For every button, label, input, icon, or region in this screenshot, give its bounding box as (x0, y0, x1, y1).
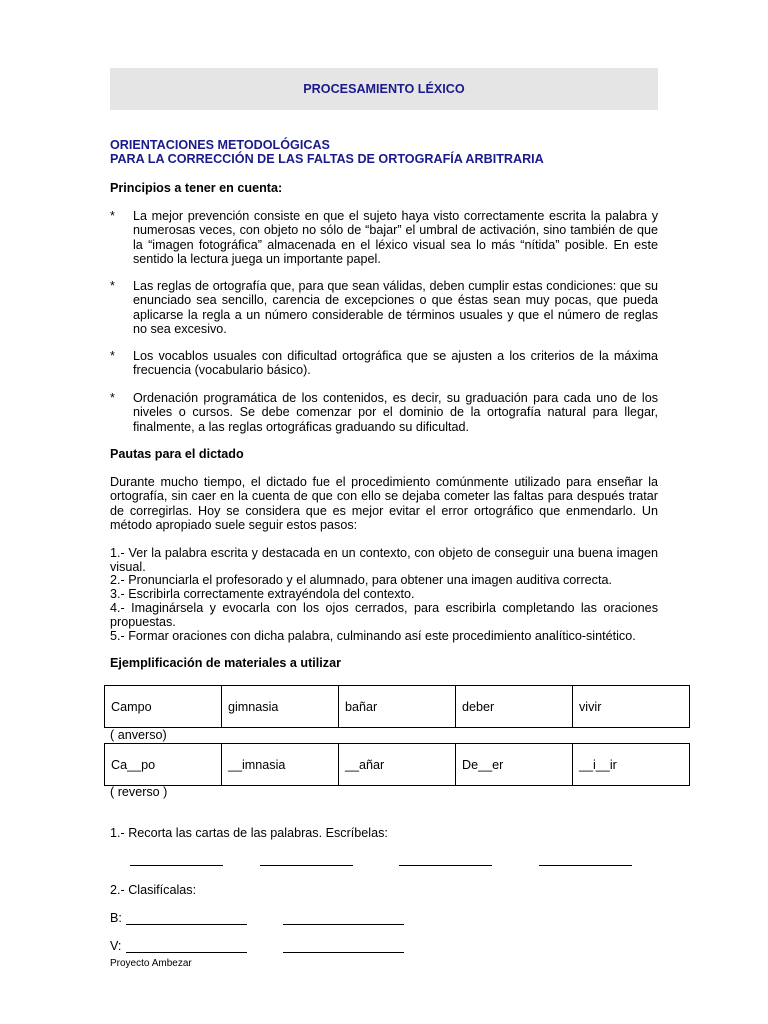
reverso-card: __añar (339, 744, 456, 786)
step-5: 5.- Formar oraciones con dicha palabra, culminando así este procedimiento analítico-sintético. (110, 629, 636, 643)
pautas-heading: Pautas para el dictado (110, 447, 244, 461)
answer-blank-v[interactable] (283, 952, 404, 953)
bullet-marker: * (110, 209, 115, 223)
reverso-label: ( reverso ) (110, 785, 168, 799)
answer-blank[interactable] (130, 865, 223, 866)
subtitle-line-1: ORIENTACIONES METODOLÓGICAS (110, 138, 330, 152)
reverso-table (104, 743, 690, 786)
anverso-card: gimnasia (222, 686, 339, 728)
anverso-table (104, 685, 690, 728)
page-title: PROCESAMIENTO LÉXICO (303, 82, 465, 96)
anverso-card: bañar (339, 686, 456, 728)
reverso-card: __i__ir (573, 744, 690, 786)
principios-heading: Principios a tener en cuenta: (110, 181, 283, 195)
anverso-label: ( anverso) (110, 728, 167, 742)
answer-blank[interactable] (260, 865, 353, 866)
answer-blank-b[interactable] (126, 924, 247, 925)
principio-item-4: Ordenación programática de los contenidos, es decir, su graduación para cada uno de los niveles o cursos. Se debe comenzar por el dominio de la ortografía natural para llegar, finalmente, a las reglas ortográficas graduando su dificultad. (133, 391, 658, 434)
label-v: V: (110, 939, 122, 953)
exercise-1-text: 1.- Recorta las cartas de las palabras. Escríbelas: (110, 826, 388, 840)
answer-blank-v[interactable] (126, 952, 247, 953)
answer-blank-b[interactable] (283, 924, 404, 925)
answer-blank[interactable] (539, 865, 632, 866)
anverso-card: deber (456, 686, 573, 728)
bullet-marker: * (110, 279, 115, 293)
label-b: B: (110, 911, 122, 925)
reverso-card: Ca__po (105, 744, 222, 786)
step-2: 2.- Pronunciarla el profesorado y el alumnado, para obtener una imagen auditiva correcta. (110, 573, 612, 587)
ejemplificacion-heading: Ejemplificación de materiales a utilizar (110, 656, 341, 670)
step-1: 1.- Ver la palabra escrita y destacada en un contexto, con objeto de conseguir una buena imagen visual. (110, 546, 658, 575)
footer-text: Proyecto Ambezar (110, 958, 192, 969)
anverso-card: Campo (105, 686, 222, 728)
pautas-paragraph: Durante mucho tiempo, el dictado fue el procedimiento comúnmente utilizado para enseñar la ortografía, sin caer en la cuenta de que con ello se dejaba cometer las faltas para después tratar de corregirlas. Hoy se considera que es mejor evitar el error ortográfico que enmendarlo. Un método apropiado suele seguir estos pasos: (110, 475, 658, 532)
step-3: 3.- Escribirla correctamente extrayéndola del contexto. (110, 587, 415, 601)
reverso-card: __imnasia (222, 744, 339, 786)
answer-blank[interactable] (399, 865, 492, 866)
exercise-2-text: 2.- Clasifícalas: (110, 883, 197, 897)
principio-item-2: Las reglas de ortografía que, para que sean válidas, deben cumplir estas condiciones: que su enunciado sea sencillo, carencia de excepciones o que éstas sean muy pocas, que pueda aplicarse la regla a un número considerable de términos usuales y que el número de reglas no sea excesivo. (133, 279, 658, 336)
principio-item-1: La mejor prevención consiste en que el sujeto haya visto correctamente escrita la palabra y numerosas veces, con objeto no sólo de “bajar” el umbral de activación, sino también de que la “imagen fotográfica” almacenada en el léxico visual sea lo más “nítida” posible. En este sentido la lectura juega un importante papel. (133, 209, 658, 266)
subtitle-line-2: PARA LA CORRECCIÓN DE LAS FALTAS DE ORTOGRAFÍA ARBITRARIA (110, 152, 544, 166)
bullet-marker: * (110, 349, 115, 363)
step-4: 4.- Imaginársela y evocarla con los ojos cerrados, para escribirla completando las oraciones propuestas. (110, 601, 658, 630)
bullet-marker: * (110, 391, 115, 405)
principio-item-3: Los vocablos usuales con dificultad ortográfica que se ajusten a los criterios de la máxima frecuencia (vocabulario básico). (133, 349, 658, 378)
anverso-card: vivir (573, 686, 690, 728)
reverso-card: De__er (456, 744, 573, 786)
